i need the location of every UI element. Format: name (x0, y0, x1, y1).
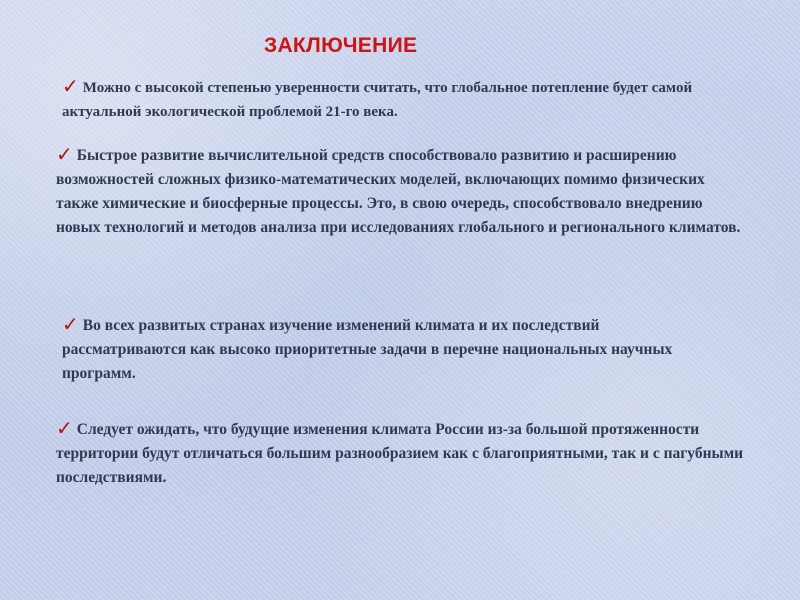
slide-title: ЗАКЛЮЧЕНИЕ (264, 34, 418, 57)
bullet-paragraph-4 (56, 418, 756, 490)
bullet-paragraph-3 (62, 314, 712, 386)
bullet-text-3: Во всех развитых странах изучение изменений климата и их последствий рассматриваются как высоко приоритетные задачи в перечне национальных научных программ. (62, 317, 673, 382)
check-mark-icon: ✓ (62, 74, 79, 98)
bullet-paragraph-2 (56, 144, 746, 240)
bullet-paragraph-1 (62, 76, 742, 124)
bullet-text-4: Следует ожидать, что будущие изменения климата России из-за большой протяженности территории будут отличаться большим разнообразием как с благоприятными, так и с пагубными последствиями. (56, 421, 744, 486)
check-mark-icon: ✓ (62, 312, 79, 336)
bullet-text-2: Быстрое развитие вычислительной средств способствовало развитию и расширению возможностей сложных физико-математических моделей, включающих помимо физических также химические и биосферные процессы. Это, в свою очередь, способствовало внедрению новых технологий и методов анализа при исследованиях глобального и регионального климатов. (56, 147, 741, 236)
bullet-text-1: Можно с высокой степенью уверенности считать, что глобальное потепление будет самой актуальной экологической проблемой 21-го века. (62, 80, 693, 120)
check-mark-icon: ✓ (56, 142, 73, 166)
check-mark-icon: ✓ (56, 416, 73, 440)
